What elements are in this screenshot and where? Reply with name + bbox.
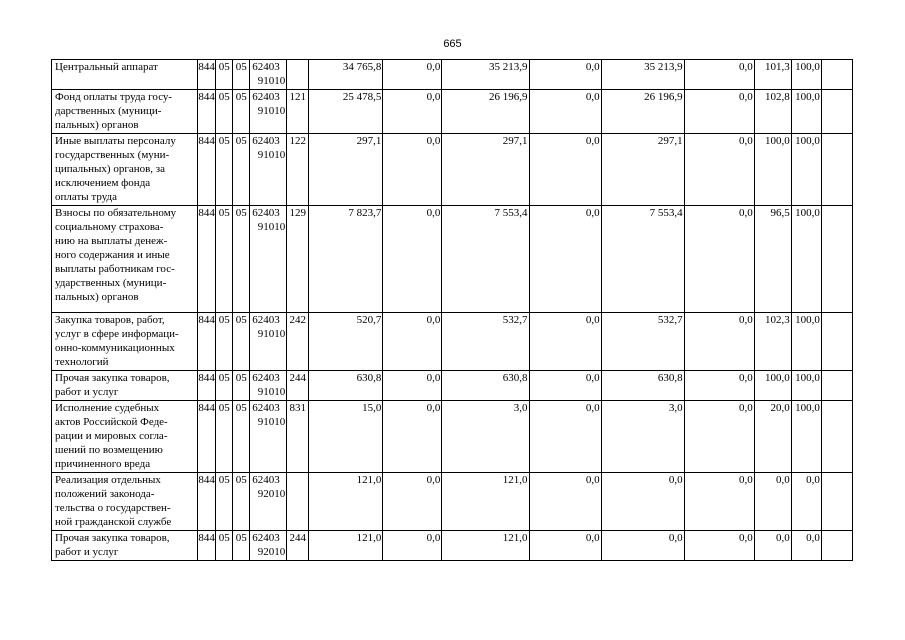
value-cell: 630,8 [309,371,383,401]
value-cell: 532,7 [442,313,529,371]
value-cell: 7 553,4 [442,206,529,313]
target-code: 62403 92010 [250,473,287,531]
expense-type-code: 244 [287,531,309,561]
table-row [52,134,853,206]
section-code: 05 [216,531,233,561]
target-code: 62403 91010 [250,313,287,371]
value-cell: 297,1 [442,134,529,206]
value-cell: 0,0 [684,90,754,134]
ministry-code: 844 [198,90,216,134]
expense-type-code: 244 [287,371,309,401]
row-name-cell: Исполнение судебных актов Российской Феде- рации и мировых согла- шений по возмещению причиненного вреда [52,401,198,473]
percent-cell: 102,8 [754,90,791,134]
value-cell: 0,0 [529,60,601,90]
section-code: 05 [216,473,233,531]
value-cell: 0,0 [684,371,754,401]
value-cell: 7 823,7 [309,206,383,313]
percent-cell: 0,0 [754,531,791,561]
percent-cell: 100,0 [791,90,821,134]
value-cell: 0,0 [684,313,754,371]
row-name-cell: Иные выплаты персоналу государственных (муни- ципальных) органов, за исключением фонда оплаты труда [52,134,198,206]
value-cell: 7 553,4 [601,206,684,313]
percent-cell: 20,0 [754,401,791,473]
row-name-cell: Закупка товаров, работ, услуг в сфере информаци- онно-коммуникационных технологий [52,313,198,371]
row-name-cell: Реализация отдельных положений законода- тельства о государствен- ной гражданской службе [52,473,198,531]
value-cell: 0,0 [529,531,601,561]
expense-type-code: 242 [287,313,309,371]
value-cell: 0,0 [383,531,442,561]
percent-cell: 100,0 [791,206,821,313]
section-code: 05 [216,206,233,313]
section-code: 05 [216,401,233,473]
row-name-cell: Прочая закупка товаров, работ и услуг [52,531,198,561]
ministry-code: 844 [198,401,216,473]
empty-cell [821,90,852,134]
percent-cell: 96,5 [754,206,791,313]
value-cell: 121,0 [442,473,529,531]
value-cell: 121,0 [442,531,529,561]
percent-cell: 100,0 [791,401,821,473]
table-row [52,90,853,134]
value-cell: 0,0 [601,473,684,531]
row-name-cell: Прочая закупка товаров, работ и услуг [52,371,198,401]
empty-cell [821,401,852,473]
ministry-code: 844 [198,134,216,206]
value-cell: 0,0 [383,313,442,371]
percent-cell: 102,3 [754,313,791,371]
value-cell: 532,7 [601,313,684,371]
value-cell: 0,0 [684,134,754,206]
ministry-code: 844 [198,60,216,90]
value-cell: 297,1 [309,134,383,206]
value-cell: 0,0 [684,206,754,313]
value-cell: 0,0 [383,206,442,313]
expense-type-code: 121 [287,90,309,134]
value-cell: 0,0 [529,90,601,134]
empty-cell [821,371,852,401]
expense-type-code: 122 [287,134,309,206]
value-cell: 0,0 [529,313,601,371]
ministry-code: 844 [198,531,216,561]
section-code: 05 [216,313,233,371]
percent-cell: 100,0 [791,60,821,90]
target-code: 62403 91010 [250,134,287,206]
value-cell: 3,0 [442,401,529,473]
empty-cell [821,473,852,531]
ministry-code: 844 [198,206,216,313]
value-cell: 121,0 [309,473,383,531]
value-cell: 0,0 [529,134,601,206]
table-row [52,313,853,371]
percent-cell: 100,0 [754,371,791,401]
value-cell: 630,8 [442,371,529,401]
subsection-code: 05 [233,371,250,401]
section-code: 05 [216,371,233,401]
value-cell: 0,0 [383,90,442,134]
empty-cell [821,531,852,561]
subsection-code: 05 [233,60,250,90]
value-cell: 121,0 [309,531,383,561]
value-cell: 26 196,9 [601,90,684,134]
subsection-code: 05 [233,206,250,313]
value-cell: 297,1 [601,134,684,206]
percent-cell: 0,0 [754,473,791,531]
ministry-code: 844 [198,313,216,371]
empty-cell [821,134,852,206]
subsection-code: 05 [233,134,250,206]
table-row [52,473,853,531]
subsection-code: 05 [233,531,250,561]
value-cell: 0,0 [383,401,442,473]
table-row [52,401,853,473]
table-row [52,60,853,90]
page-number: 665 [443,38,462,50]
target-code: 62403 91010 [250,206,287,313]
ministry-code: 844 [198,473,216,531]
percent-cell: 100,0 [754,134,791,206]
section-code: 05 [216,134,233,206]
empty-cell [821,206,852,313]
value-cell: 3,0 [601,401,684,473]
value-cell: 0,0 [529,371,601,401]
value-cell: 630,8 [601,371,684,401]
expense-type-code: 129 [287,206,309,313]
percent-cell: 101,3 [754,60,791,90]
percent-cell: 100,0 [791,134,821,206]
value-cell: 0,0 [684,401,754,473]
target-code: 62403 91010 [250,90,287,134]
target-code: 62403 91010 [250,60,287,90]
section-code: 05 [216,90,233,134]
section-code: 05 [216,60,233,90]
expense-type-code [287,473,309,531]
table-row [52,531,853,561]
subsection-code: 05 [233,90,250,134]
percent-cell: 0,0 [791,531,821,561]
table-row [52,206,853,313]
percent-cell: 100,0 [791,313,821,371]
subsection-code: 05 [233,473,250,531]
value-cell: 15,0 [309,401,383,473]
percent-cell: 100,0 [791,371,821,401]
empty-cell [821,313,852,371]
target-code: 62403 91010 [250,401,287,473]
subsection-code: 05 [233,313,250,371]
value-cell: 34 765,8 [309,60,383,90]
budget-table [51,59,853,561]
target-code: 62403 91010 [250,371,287,401]
percent-cell: 0,0 [791,473,821,531]
value-cell: 25 478,5 [309,90,383,134]
value-cell: 26 196,9 [442,90,529,134]
value-cell: 0,0 [383,371,442,401]
value-cell: 0,0 [684,531,754,561]
row-name-cell: Фонд оплаты труда госу- дарственных (муници- пальных) органов [52,90,198,134]
value-cell: 0,0 [383,60,442,90]
row-name-cell: Взносы по обязательному социальному страхова- нию на выплаты денеж- ного содержания и иные выплаты работникам гос- ударственных (муници- пальных) органов [52,206,198,313]
empty-cell [821,60,852,90]
expense-type-code: 831 [287,401,309,473]
value-cell: 520,7 [309,313,383,371]
expense-type-code [287,60,309,90]
row-name-cell: Центральный аппарат [52,60,198,90]
value-cell: 0,0 [601,531,684,561]
value-cell: 0,0 [383,134,442,206]
value-cell: 0,0 [684,473,754,531]
value-cell: 0,0 [383,473,442,531]
ministry-code: 844 [198,371,216,401]
value-cell: 0,0 [529,206,601,313]
value-cell: 0,0 [529,473,601,531]
subsection-code: 05 [233,401,250,473]
value-cell: 0,0 [684,60,754,90]
target-code: 62403 92010 [250,531,287,561]
table-row [52,371,853,401]
value-cell: 35 213,9 [442,60,529,90]
value-cell: 35 213,9 [601,60,684,90]
value-cell: 0,0 [529,401,601,473]
